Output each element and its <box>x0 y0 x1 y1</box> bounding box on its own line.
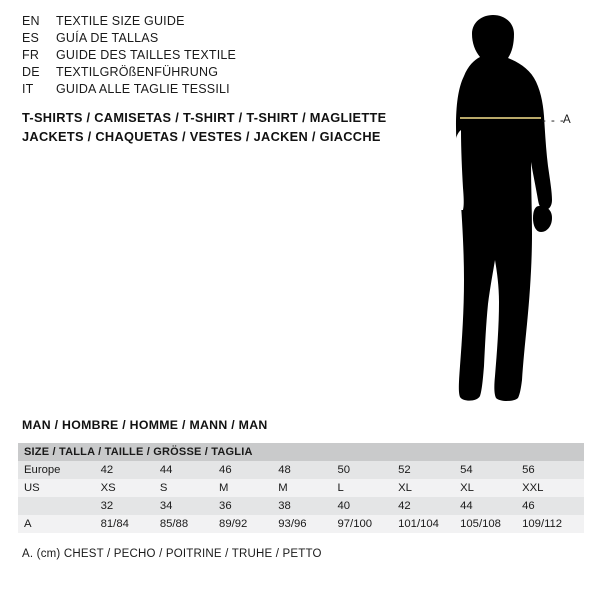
table-header <box>18 443 584 461</box>
language-row <box>22 65 382 82</box>
row-label: Europe <box>18 461 101 479</box>
language-code: FR <box>22 48 40 62</box>
cell: 52 <box>398 461 460 479</box>
cell: 54 <box>460 461 522 479</box>
footer-measurement-note: A. (cm) CHEST / PECHO / POITRINE / TRUHE / PETTO <box>22 548 322 560</box>
table-row <box>18 515 584 533</box>
silhouette-icon <box>400 10 600 410</box>
cell: XL <box>398 479 460 497</box>
cell: L <box>337 479 398 497</box>
callout-letter-a: A <box>563 114 571 126</box>
language-code: IT <box>22 82 34 96</box>
cell: 56 <box>522 461 584 479</box>
table-header-row <box>18 443 584 461</box>
language-list <box>22 14 382 99</box>
cell: 44 <box>160 461 219 479</box>
cell: 44 <box>460 497 522 515</box>
cell: 101/104 <box>398 515 460 533</box>
table-row <box>18 479 584 497</box>
cell: XL <box>460 479 522 497</box>
cell: 32 <box>101 497 160 515</box>
row-label: US <box>18 479 101 497</box>
language-text: GUIDA ALLE TAGLIE TESSILI <box>56 82 230 96</box>
cell: 42 <box>398 497 460 515</box>
cell: XS <box>101 479 160 497</box>
cell: 105/108 <box>460 515 522 533</box>
row-label: A <box>18 515 101 533</box>
cell: M <box>219 479 278 497</box>
cell: S <box>160 479 219 497</box>
language-text: GUÍA DE TALLAS <box>56 31 159 45</box>
cell: 38 <box>278 497 337 515</box>
cell: 48 <box>278 461 337 479</box>
cell: XXL <box>522 479 584 497</box>
cell: 81/84 <box>101 515 160 533</box>
cell: 34 <box>160 497 219 515</box>
language-text: TEXTILGRÖßENFÜHRUNG <box>56 65 219 79</box>
table-row <box>18 497 584 515</box>
cell: 50 <box>337 461 398 479</box>
male-silhouette-figure <box>400 10 600 410</box>
cell: 85/88 <box>160 515 219 533</box>
language-row <box>22 48 382 65</box>
cell: 93/96 <box>278 515 337 533</box>
cell: 42 <box>101 461 160 479</box>
language-row <box>22 82 382 99</box>
language-text: GUIDE DES TAILLES TEXTILE <box>56 48 237 62</box>
table-body <box>18 461 584 533</box>
category-jackets: JACKETS / CHAQUETAS / VESTES / JACKEN / GIACCHE <box>22 129 381 144</box>
cell: 40 <box>337 497 398 515</box>
language-row <box>22 14 382 31</box>
category-tshirts: T-SHIRTS / CAMISETAS / T-SHIRT / T-SHIRT / MAGLIETTE <box>22 110 387 125</box>
cell: 36 <box>219 497 278 515</box>
size-table <box>18 443 584 533</box>
cell: 109/112 <box>522 515 584 533</box>
cell: 89/92 <box>219 515 278 533</box>
language-text: TEXTILE SIZE GUIDE <box>56 14 185 28</box>
language-code: EN <box>22 14 40 28</box>
section-title-man: MAN / HOMBRE / HOMME / MANN / MAN <box>22 418 268 432</box>
category-list <box>22 110 442 148</box>
cell: M <box>278 479 337 497</box>
cell: 46 <box>219 461 278 479</box>
table-row <box>18 461 584 479</box>
language-code: DE <box>22 65 40 79</box>
language-code: ES <box>22 31 40 45</box>
row-label <box>18 497 101 515</box>
table-header-cell: SIZE / TALLA / TAILLE / GRÖSSE / TAGLIA <box>18 443 584 461</box>
cell: 46 <box>522 497 584 515</box>
language-row <box>22 31 382 48</box>
callout-dashes: - - - <box>542 115 565 127</box>
cell: 97/100 <box>337 515 398 533</box>
